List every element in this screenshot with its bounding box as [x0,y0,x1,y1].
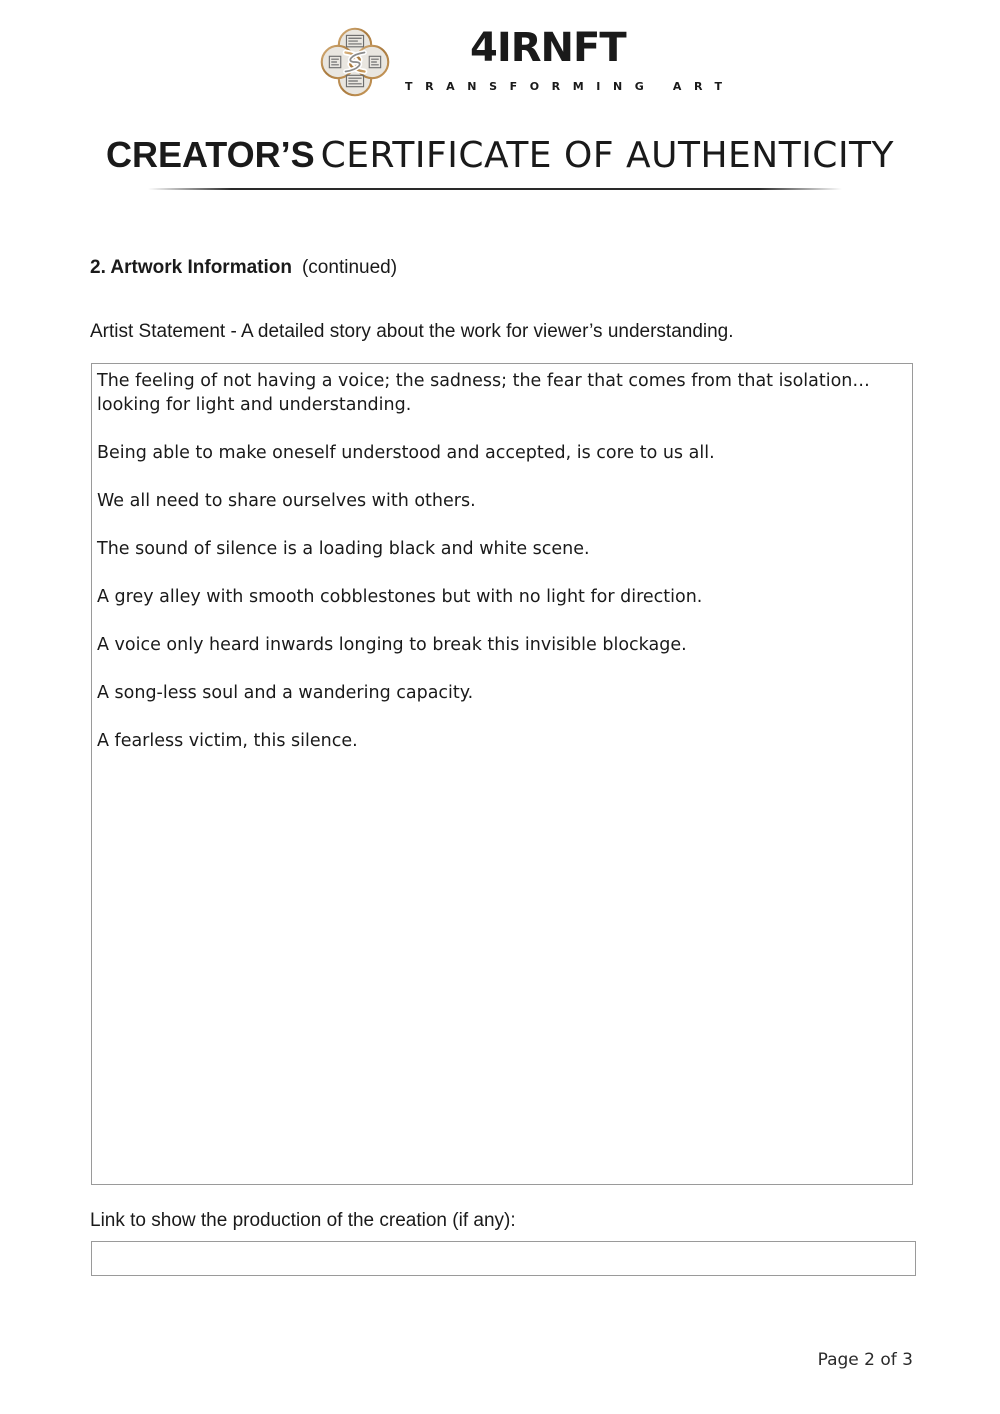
brand-name: 4IRNFT [470,25,626,71]
production-link-field[interactable] [91,1241,916,1276]
statement-paragraph: The feeling of not having a voice; the sadness; the fear that comes from that isolation… looking for light and understanding. [97,371,870,415]
statement-paragraph: Being able to make oneself understood and accepted, is core to us all. [97,443,715,463]
section-heading [90,257,397,280]
section-heading-continued: (continued) [301,257,398,278]
knot-seal-icon [316,24,394,100]
artist-statement-label: Artist Statement - A detailed story about the work for viewer’s understanding. [90,321,734,342]
certificate-title-bold: CREATOR’S [105,134,315,175]
statement-paragraph: A voice only heard inwards longing to break this invisible blockage. [97,635,687,655]
brand-tagline: TRANSFORMING ART [405,80,735,93]
certificate-title [0,134,1000,176]
statement-paragraph: A song-less soul and a wandering capacity. [97,683,474,703]
artist-statement-field[interactable] [91,363,913,1185]
production-link-label: Link to show the production of the creation (if any): [90,1210,516,1231]
statement-paragraph: A grey alley with smooth cobblestones but with no light for direction. [97,587,703,607]
certificate-title-rest: CERTIFICATE OF AUTHENTICITY [320,135,895,176]
section-heading-title: 2. Artwork Information [90,257,292,278]
page-number: Page 2 of 3 [817,1350,913,1370]
statement-paragraph: The sound of silence is a loading black and white scene. [97,539,590,559]
statement-paragraph: A fearless victim, this silence. [97,731,358,751]
title-divider [148,188,842,190]
statement-paragraph: We all need to share ourselves with others. [97,491,476,511]
